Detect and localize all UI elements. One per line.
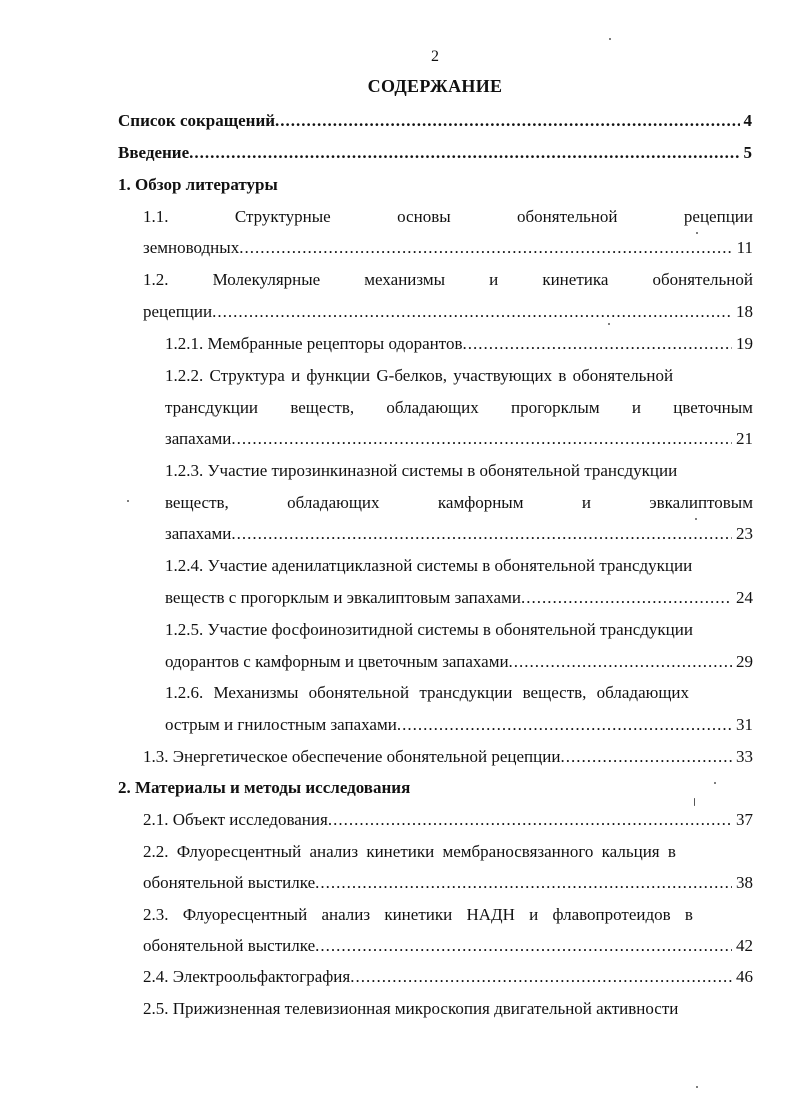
toc-entry-1-2-4-line2[interactable]: веществ с прогорклым и эвкалиптовым запахами ..... 24 — [165, 587, 753, 609]
toc-entry-1-2-line2[interactable]: рецепции ..... 18 — [143, 301, 753, 323]
toc-entry-1-2-3-line1[interactable]: 1.2.3. Участие тирозинкиназной системы в обонятельной трансдукции — [165, 461, 678, 480]
toc-entry-2-3-line1[interactable]: 2.3. Флуоресцентный анализ кинетики НАДН и флавопротеидов в — [143, 905, 693, 924]
toc-entry-2-2-line1[interactable]: 2.2. Флуоресцентный анализ кинетики мембраносвязанного кальция в — [143, 842, 676, 861]
toc-entry-2-1[interactable]: 2.1. Объект исследования ..... 37 — [143, 809, 753, 831]
toc-entry-1-2-5-line1[interactable]: 1.2.5. Участие фосфоинозитидной системы в обонятельной трансдукции — [165, 620, 693, 639]
toc-entry-1-2-6-line2[interactable]: острым и гнилостным запахами ..... 31 — [165, 714, 753, 736]
toc-entry-introduction[interactable]: Введение ..... 5 — [118, 142, 752, 164]
scan-speck — [694, 798, 695, 806]
scan-speck — [608, 323, 610, 325]
toc-entry-2-4[interactable]: 2.4. Электроольфактография ..... 46 — [143, 966, 753, 988]
toc-entry-1-2-3-line2[interactable]: веществ, обладающих камфорным и эвкалиптовым — [165, 493, 753, 512]
toc-entry-1-1-line2[interactable]: земноводных ..... 11 — [143, 237, 753, 259]
scan-speck — [127, 500, 129, 502]
toc-entry-1-1-line1[interactable]: 1.1. Структурные основы обонятельной рецепции — [143, 207, 753, 226]
toc-entry-1-2-2-line2[interactable]: трансдукции веществ, обладающих прогорклым и цветочным — [165, 398, 753, 417]
toc-chapter-1[interactable]: 1. Обзор литературы — [118, 175, 278, 194]
toc-entry-1-2-6-line1[interactable]: 1.2.6. Механизмы обонятельной трансдукции веществ, обладающих — [165, 683, 690, 702]
scan-speck — [696, 1086, 698, 1088]
scan-speck — [609, 38, 611, 40]
toc-entry-1-2-4-line1[interactable]: 1.2.4. Участие аденилатциклазной системы в обонятельной трансдукции — [165, 556, 693, 575]
page-number: 2 — [431, 48, 439, 65]
toc-entry-1-2-line1[interactable]: 1.2. Молекулярные механизмы и кинетика обонятельной — [143, 270, 753, 289]
toc-entry-abbreviations[interactable]: Список сокращений ..... 4 — [118, 110, 752, 132]
toc-chapter-2[interactable]: 2. Материалы и методы исследования — [118, 778, 411, 797]
toc-entry-2-3-line2[interactable]: обонятельной выстилке ..... 42 — [143, 935, 753, 957]
toc-entry-1-2-5-line2[interactable]: одорантов с камфорным и цветочным запахами ..... 29 — [165, 651, 753, 673]
scan-speck — [714, 782, 716, 784]
toc-entry-1-2-1[interactable]: 1.2.1. Мембранные рецепторы одорантов ..... 19 — [165, 333, 753, 355]
toc-entry-1-2-2-line1[interactable]: 1.2.2. Структура и функции G-белков, участвующих в обонятельной — [165, 366, 674, 385]
page-title: СОДЕРЖАНИЕ — [367, 76, 503, 96]
toc-entry-1-3[interactable]: 1.3. Энергетическое обеспечение обонятельной рецепции ..... 33 — [143, 746, 753, 768]
toc-entry-1-2-2-line3[interactable]: запахами ..... 21 — [165, 428, 753, 450]
toc-entry-2-2-line2[interactable]: обонятельной выстилке ..... 38 — [143, 872, 753, 894]
scan-speck — [696, 232, 698, 234]
toc-entry-2-5-line1[interactable]: 2.5. Прижизненная телевизионная микроскопия двигательной активности — [143, 999, 679, 1018]
toc-entry-1-2-3-line3[interactable]: запахами ..... 23 — [165, 523, 753, 545]
scan-speck — [695, 518, 697, 520]
